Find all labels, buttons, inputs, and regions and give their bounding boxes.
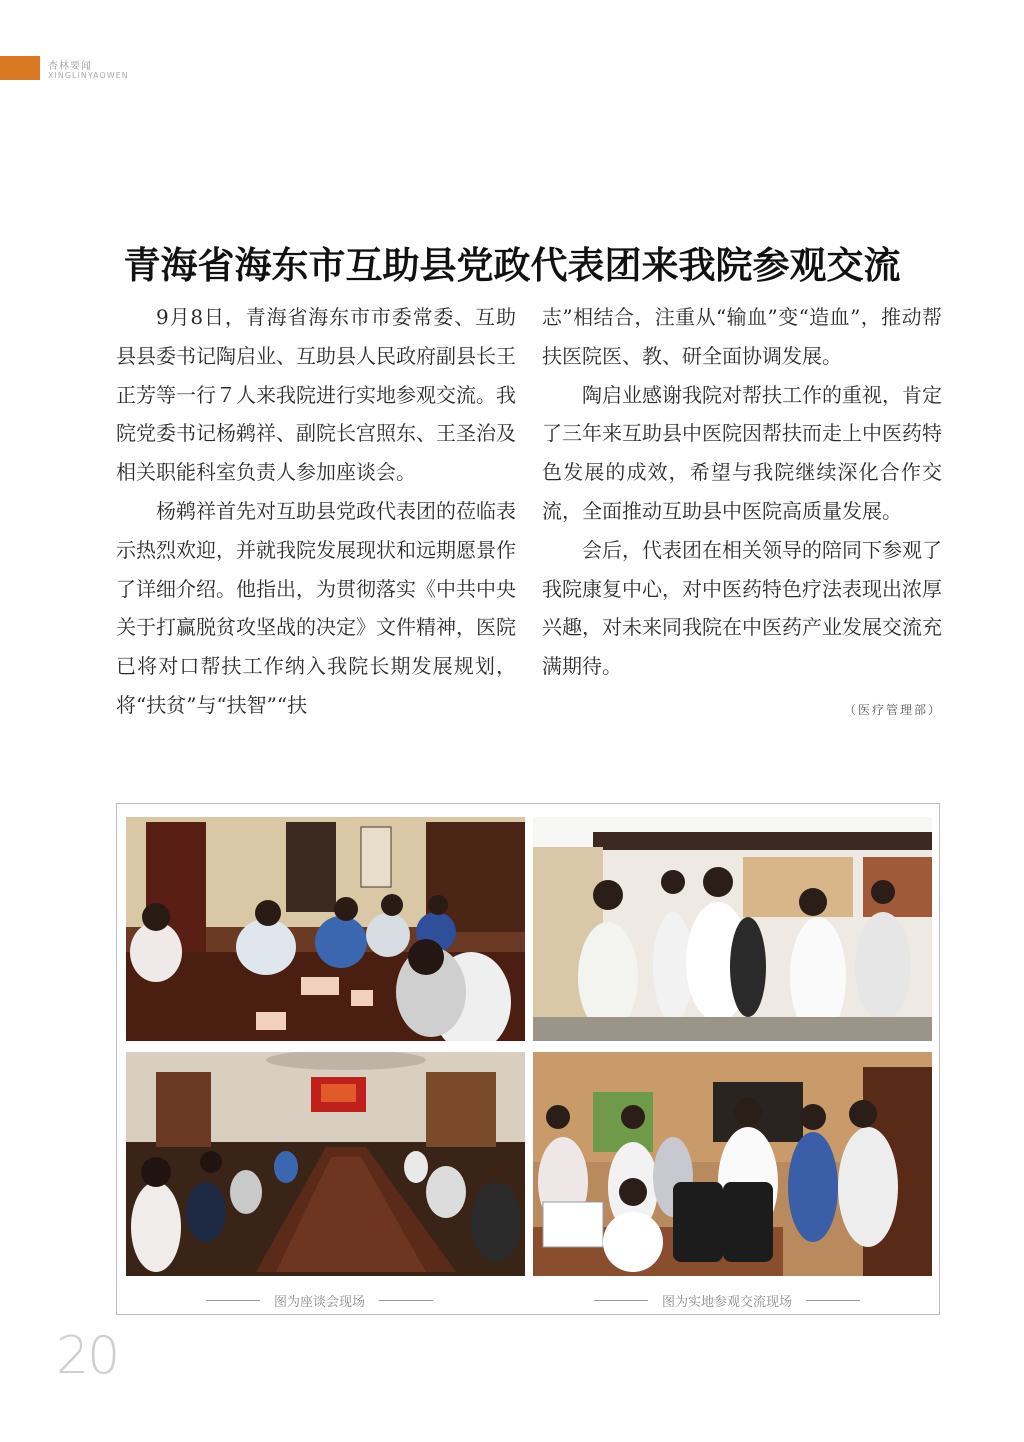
article-title: 青海省海东市互助县党政代表团来我院参观交流: [123, 242, 901, 287]
caption-rule: [806, 1300, 860, 1301]
article-column-right: [542, 298, 942, 720]
photo-caption-left: [206, 1291, 433, 1310]
section-label: 杏林要闻: [48, 61, 92, 72]
section-label-pinyin: XINGLINYAOWEN: [48, 71, 129, 80]
article-source: （医疗管理部）: [843, 702, 942, 717]
section-color-tab: [0, 56, 40, 80]
paragraph: 杨鹈祥首先对互助县党政代表团的莅临表示热烈欢迎，并就我院发展现状和远期愿景作了详细介绍。他指出，为贯彻落实《中共中央关于打赢脱贫攻坚战的决定》文件精神，医院已将对口帮扶工作纳入我院长期发展规划，将“扶贫”与“扶智”“扶: [116, 498, 516, 717]
article-column-left: [116, 298, 516, 725]
visit-photo-office: [533, 1052, 932, 1276]
meeting-photo-wide: [126, 1052, 525, 1276]
paragraph: 会后，代表团在相关领导的陪同下参观了我院康复中心，对中医药特色疗法表现出浓厚兴趣，对未来同我院在中医药产业发展交流充满期待。: [542, 537, 942, 679]
caption-rule: [379, 1300, 433, 1301]
meeting-photo-closeup: [126, 817, 525, 1041]
caption-rule: [206, 1300, 260, 1301]
paragraph: 陶启业感谢我院对帮扶工作的重视，肯定了三年来互助县中医院因帮扶而走上中医药特色发展的成效，希望与我院继续深化合作交流，全面推动互助县中医院高质量发展。: [542, 382, 942, 523]
paragraph: 9月8日，青海省海东市市委常委、互助县县委书记陶启业、互助县人民政府副县长王正芳等一行７人来我院进行实地参观交流。我院党委书记杨鹈祥、副院长宫照东、王圣治及相关职能科室负责人参加座谈会。: [116, 305, 516, 485]
paragraph-continuation: 志”相结合，注重从“输血”变“造血”，推动帮扶医院医、教、研全面协调发展。: [542, 305, 942, 368]
page-number: 20: [56, 1326, 119, 1386]
caption-text: 图为实地参观交流现场: [662, 1295, 793, 1310]
caption-rule: [594, 1300, 648, 1301]
visit-photo-exhibit: [533, 817, 932, 1041]
caption-text: 图为座谈会现场: [274, 1295, 366, 1310]
photo-caption-right: [594, 1291, 860, 1310]
